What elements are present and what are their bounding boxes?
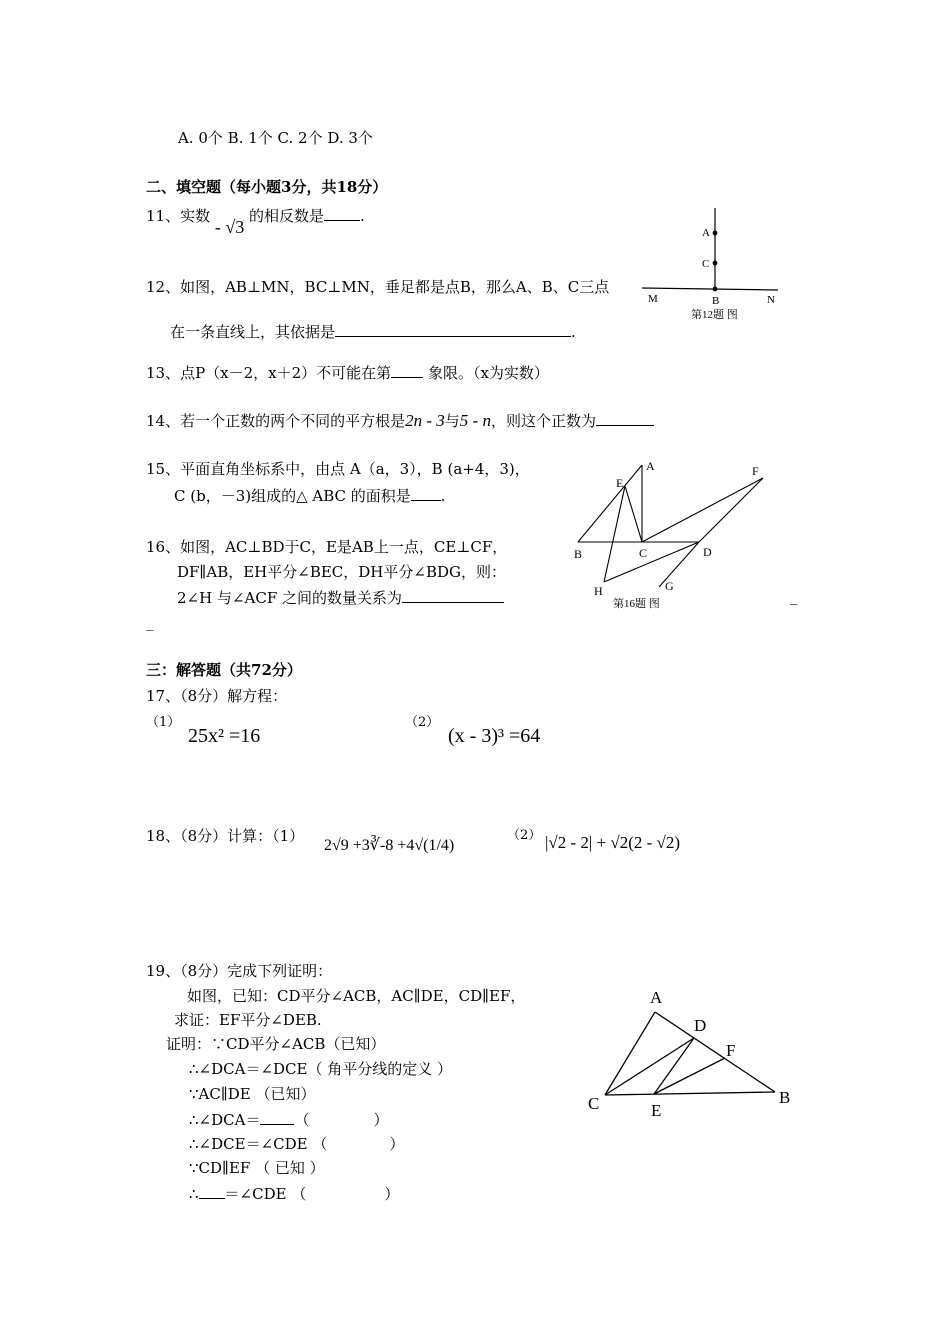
q12-label-n: N xyxy=(767,294,775,306)
q14-suffix: ，则这个正数为 xyxy=(490,412,596,430)
q14-prefix: 14、若一个正数的两个不同的平方根是 xyxy=(146,412,406,430)
q15-line2-text: C (b，－3)组成的△ ABC 的面积是 xyxy=(174,487,411,505)
q13-answer-blank[interactable] xyxy=(391,362,423,378)
q19-title: 19、（8分）完成下列证明： xyxy=(146,962,333,980)
q19-step-4 xyxy=(189,1134,404,1154)
q19-figure xyxy=(580,982,800,1122)
q19-label-b: B xyxy=(779,1088,791,1107)
q12-line2: 在一条直线上，其依据是 . xyxy=(170,323,576,341)
q11-expression: - √3 xyxy=(214,217,245,237)
q16-segment-ec xyxy=(625,486,642,542)
q19-given: 如图，已知：CD平分∠ACB，AC∥DE，CD∥EF， xyxy=(187,987,526,1005)
q19-step-5: ∵CD∥EF （ 已知 ） xyxy=(189,1159,325,1177)
q16-line1: 16、如图，AC⊥BD于C，E是AB上一点，CE⊥CF， xyxy=(146,538,508,556)
q19-step-0: 证明：∵CD平分∠ACB（已知） xyxy=(166,1035,386,1053)
q12-label-m: M xyxy=(648,293,658,305)
q18-part1-expression: 2√9 +3∛-8 +4√(1/4) xyxy=(324,837,455,854)
q18-part2-label: （2） xyxy=(507,828,542,843)
q19-step-6 xyxy=(189,1183,399,1204)
q12-label-c: C xyxy=(702,258,710,270)
q17-part1-expression: 25x² =16 xyxy=(188,725,261,747)
q12-line2-text: 在一条直线上，其依据是 xyxy=(170,323,336,341)
q19-step-3-blank[interactable] xyxy=(260,1109,294,1125)
q12-point-b xyxy=(713,287,718,292)
q15-line1: 15、平面直角坐标系中，由点 A（a，3），B (a+4，3)， xyxy=(146,460,530,478)
q19-segment-ef xyxy=(654,1058,725,1094)
q18-part2-expression: |√2 - 2| + √2(2 - √2) xyxy=(545,833,681,852)
q14-answer-blank[interactable] xyxy=(596,410,654,426)
section-2-title: 二、填空题（每小题3分，共18分） xyxy=(146,178,388,196)
q12-answer-blank[interactable] xyxy=(335,321,571,337)
q15-answer-blank[interactable] xyxy=(411,485,441,501)
q16-segment-hd xyxy=(604,542,699,582)
q16-label-a: A xyxy=(646,459,655,473)
q16-label-e: E xyxy=(616,476,624,490)
q19-prove: 求证：EF平分∠DEB. xyxy=(174,1011,322,1029)
q16-trailing-mark-right: _ xyxy=(790,587,798,605)
q19-label-f: F xyxy=(726,1041,736,1060)
q16-label-c: C xyxy=(639,546,648,560)
q19-step-6-text: ∴ xyxy=(189,1185,199,1203)
q13-prefix: 13、点P（x－2，x＋2）不可能在第 xyxy=(146,364,392,382)
q19-step-3-close: ） xyxy=(373,1111,389,1129)
q11-prefix: 11、实数 xyxy=(146,207,211,225)
q16-line2: DF∥AB，EH平分∠BEC，DH平分∠BDG，则： xyxy=(177,563,506,581)
q16-trailing-mark: _ xyxy=(146,613,154,631)
q16-label-d: D xyxy=(703,545,712,559)
q18-title: 18、（8分）计算：（1） xyxy=(146,827,305,845)
q19-segment-cd xyxy=(605,1038,694,1095)
q16-label-b: B xyxy=(574,547,583,561)
q16-answer-blank[interactable] xyxy=(402,587,504,603)
q11-answer-blank[interactable] xyxy=(324,205,360,221)
q14-mid: 与 xyxy=(444,412,460,430)
q10-options: A. 0个 B. 1个 C. 2个 D. 3个 xyxy=(178,129,373,147)
q19-segment-ac xyxy=(605,1012,655,1095)
q16-segment-df xyxy=(699,478,763,542)
q16-segment-eh xyxy=(604,486,625,582)
q19-step-2: ∵AC∥DE （已知） xyxy=(189,1085,316,1103)
q16-segment-ba xyxy=(578,465,642,542)
q16-label-g: G xyxy=(665,579,674,593)
q12-point-c xyxy=(713,261,718,266)
q17-title: 17、（8分）解方程： xyxy=(146,687,288,705)
q16-segment-cf xyxy=(642,478,763,542)
q16-label-h: H xyxy=(594,584,603,598)
q15-line2: C (b，－3)组成的△ ABC 的面积是 . xyxy=(174,487,446,505)
q19-step-4-text: ∴∠DCE＝∠CDE （ xyxy=(189,1135,328,1153)
section-3-title: 三：解答题（共72分） xyxy=(146,661,302,679)
q19-step-3-text: ∴∠DCA＝ xyxy=(189,1111,261,1129)
q19-step-1: ∴∠DCA＝∠DCE（ 角平分线的定义 ） xyxy=(189,1060,453,1078)
q12-figure xyxy=(636,200,786,325)
q13-suffix: 象限。（x为实数） xyxy=(427,364,549,382)
q14-expr2: 5 - n xyxy=(459,411,491,430)
q14-expr1: 2n - 3 xyxy=(405,411,445,430)
question-14 xyxy=(146,410,654,431)
q17-part1-label: （1） xyxy=(146,715,181,730)
q19-step-6-blank[interactable] xyxy=(199,1183,225,1199)
q12-point-a xyxy=(713,231,718,236)
q19-label-d: D xyxy=(694,1016,707,1035)
q19-label-a: A xyxy=(650,988,663,1007)
q17-part2-label: （2） xyxy=(405,715,440,730)
q19-step-3: ∴∠DCA＝ （ ） xyxy=(189,1111,389,1129)
q16-label-f: F xyxy=(752,464,759,478)
q19-step-4-close: ） xyxy=(389,1135,405,1153)
q11-suffix: 的相反数是 xyxy=(249,207,325,225)
q19-label-c: C xyxy=(588,1094,600,1113)
q12-line-mn xyxy=(642,288,778,290)
q17-part2-expression: (x - 3)³ =64 xyxy=(448,725,541,747)
q19-step-7-text: ＝∠CDE （ xyxy=(224,1185,307,1203)
question-13 xyxy=(146,362,549,383)
q16-line3 xyxy=(177,587,504,608)
question-11: 11、实数 - √3 的相反数是 . xyxy=(146,207,365,237)
q19-segment-de xyxy=(654,1038,694,1094)
q16-line3-text: 2∠H 与∠ACF 之间的数量关系为 xyxy=(177,589,403,607)
q16-figure-caption: 第16题 图 xyxy=(613,598,660,610)
q16-figure xyxy=(566,455,776,613)
q12-figure-caption: 第12题 图 xyxy=(691,309,738,321)
q12-line1: 12、如图，AB⊥MN，BC⊥MN，垂足都是点B，那么A、B、C三点 xyxy=(146,278,610,296)
q19-label-e: E xyxy=(651,1101,662,1120)
q12-label-a: A xyxy=(702,227,710,239)
q19-step-6-close: ） xyxy=(384,1185,400,1203)
q19-segment-cb xyxy=(605,1092,775,1095)
q12-label-b: B xyxy=(712,295,720,307)
